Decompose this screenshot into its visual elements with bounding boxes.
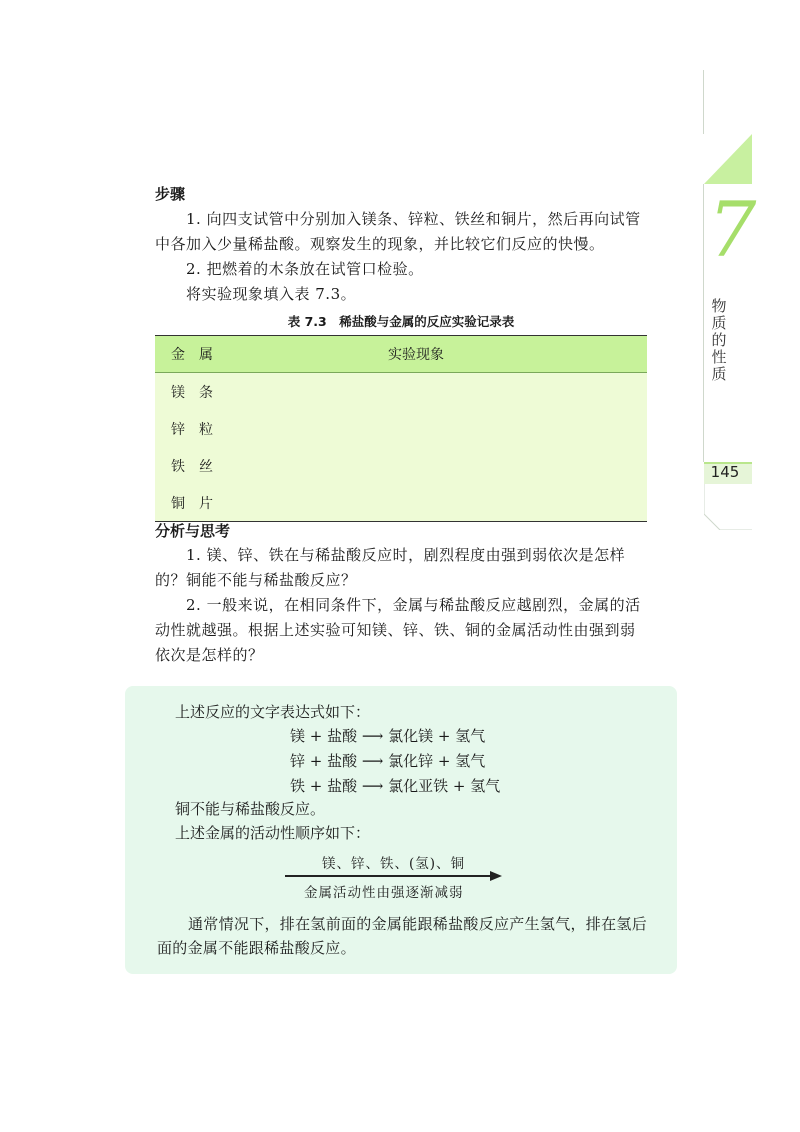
page-number: 145 — [710, 463, 740, 481]
tab-border-mid — [703, 184, 704, 462]
row-metal: 铜片 — [155, 484, 244, 522]
row-observation — [244, 447, 647, 484]
equation-iron: 铁 + 盐酸 ⟶ 氯化亚铁 + 氢气 — [290, 777, 501, 795]
step-2: 2. 把燃着的木条放在试管口检验。 — [186, 260, 424, 278]
table-row — [155, 373, 647, 411]
row-observation — [244, 410, 647, 447]
order-intro: 上述金属的活动性顺序如下： — [175, 824, 371, 842]
table-row — [155, 447, 647, 484]
step-1: 1. 向四支试管中分别加入镁条、锌粒、铁丝和铜片，然后再向试管中各加入少量稀盐酸。观察发生的现象，并比较它们反应的快慢。 — [155, 210, 641, 253]
tab-bottom-edge — [704, 484, 752, 530]
equation-magnesium: 镁 + 盐酸 ⟶ 氯化镁 + 氢气 — [290, 727, 486, 745]
copper-note: 铜不能与稀盐酸反应。 — [175, 800, 326, 818]
row-observation — [244, 373, 647, 411]
equation-zinc: 锌 + 盐酸 ⟶ 氯化锌 + 氢气 — [290, 752, 486, 770]
row-metal: 锌粒 — [155, 410, 244, 447]
activity-trend: 金属活动性由强逐渐减弱 — [304, 885, 464, 901]
analysis-heading: 分析与思考 — [155, 522, 231, 540]
chapter-title: 物质的性质 — [711, 297, 727, 383]
header-observation: 实验现象 — [244, 336, 647, 373]
activity-order: 镁、锌、铁、(氢)、铜 — [322, 856, 466, 872]
row-observation — [244, 484, 647, 522]
row-metal: 铁丝 — [155, 447, 244, 484]
chapter-tab-triangle — [704, 134, 752, 184]
table-header-row — [155, 336, 647, 373]
table-row — [155, 484, 647, 522]
arrow-right-icon — [490, 871, 502, 881]
question-1: 1. 镁、锌、铁在与稀盐酸反应时，剧烈程度由强到弱依次是怎样的？铜能不能与稀盐酸反应？ — [155, 546, 626, 589]
row-metal: 镁条 — [155, 373, 244, 411]
question-2: 2. 一般来说，在相同条件下，金属与稀盐酸反应越剧烈，金属的活动性就越强。根据上述实验可知镁、锌、铁、铜的金属活动性由强到弱依次是怎样的？ — [155, 596, 641, 664]
activity-arrow-line — [285, 875, 493, 877]
conclusion: 通常情况下，排在氢前面的金属能跟稀盐酸反应产生氢气，排在氢后面的金属不能跟稀盐酸反应。 — [157, 915, 648, 957]
steps-heading: 步骤 — [155, 185, 186, 203]
tab-border-top — [703, 70, 704, 134]
record-instruction: 将实验现象填入表 7.3。 — [186, 285, 357, 303]
equations-intro: 上述反应的文字表达式如下： — [175, 703, 371, 721]
table-caption: 表 7.3 稀盐酸与金属的反应实验记录表 — [287, 314, 515, 329]
header-metal: 金属 — [155, 336, 244, 373]
chapter-number: 7 — [708, 185, 757, 274]
table-row — [155, 410, 647, 447]
experiment-table — [155, 335, 647, 522]
